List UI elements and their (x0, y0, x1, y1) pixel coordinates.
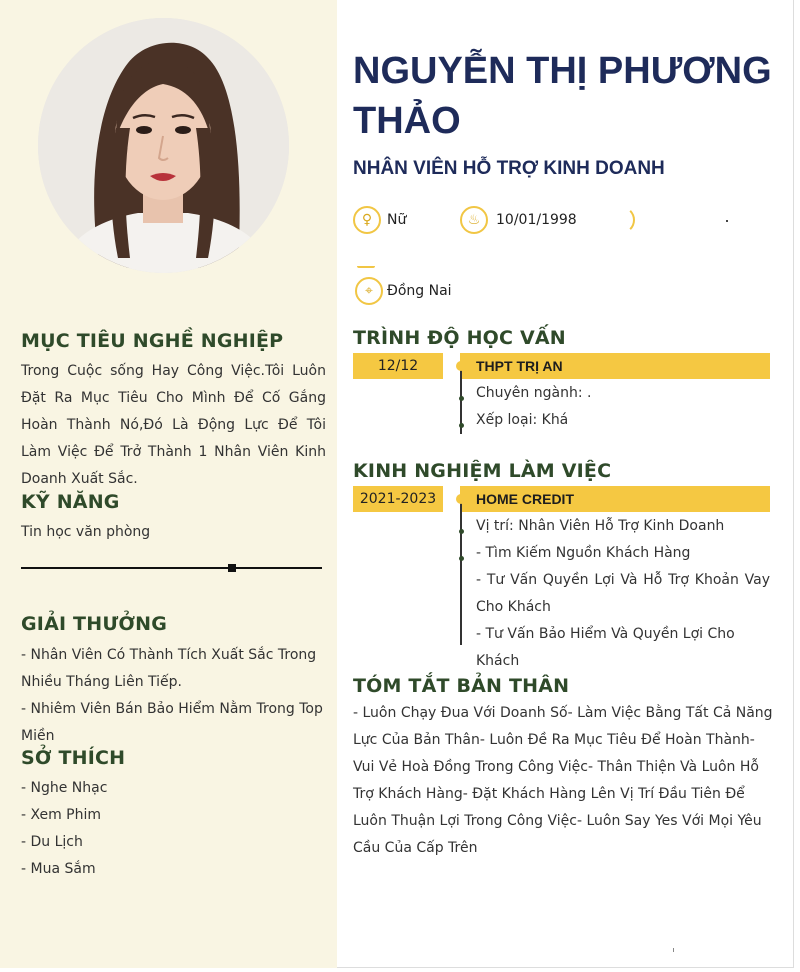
skill-level-track (21, 567, 322, 569)
experience-line: Vị trí: Nhân Viên Hỗ Trợ Kinh Doanh (476, 518, 725, 534)
experience-company: HOME CREDIT (460, 486, 770, 512)
hobbies-title: SỞ THÍCH (21, 747, 126, 769)
candidate-name: NGUYỄN THỊ PHƯƠNG THẢO (353, 50, 772, 142)
hobby-item: - Xem Phim (21, 807, 102, 823)
awards-title: GIẢI THƯỞNG (21, 613, 168, 635)
experience-line: - Tư Vấn Quyền Lợi Và Hỗ Trợ Khoản Vay Cho Khách (476, 572, 770, 615)
experience-title: KINH NGHIỆM LÀM VIỆC (353, 460, 612, 482)
objective-title: MỤC TIÊU NGHỀ NGHIỆP (21, 330, 284, 352)
sidebar (0, 0, 337, 968)
education-major: Chuyên ngành: . (476, 385, 592, 401)
summary-text: - Luôn Chạy Đua Với Doanh Số- Làm Việc Bằng Tất Cả Năng Lực Của Bản Thân- Luôn Đề Ra Mục Tiêu Để Hoàn Thành- Vui Vẻ Hoà Đồng Trong Công Việc- Thân Thiện Và Luôn Hỗ Trợ Khách Hàng- Đặt Khách Hàng Lên Vị Trí Đầu Tiên Để Luôn Thuận Lợi Trong Công Việc- Luôn Say Yes Với Mọi Yêu Cầu Của Cấp Trên (353, 705, 773, 856)
bullet-dot (459, 556, 464, 561)
education-school: THPT TRỊ AN (460, 353, 770, 379)
skill-label: Tin học văn phòng (21, 524, 151, 540)
awards-list (21, 642, 331, 750)
experience-date: 2021-2023 (353, 486, 443, 512)
skill-level-marker (228, 564, 236, 572)
phone-icon (607, 206, 635, 234)
education-timeline-dot (456, 361, 466, 371)
bullet-dot (459, 396, 464, 401)
hobby-item: - Nghe Nhạc (21, 780, 108, 796)
bullet-dot (459, 529, 464, 534)
page-mark (673, 948, 674, 952)
experience-line: - Tìm Kiếm Nguồn Khách Hàng (476, 545, 691, 561)
location-text: Đồng Nai (387, 283, 452, 299)
hobbies-list (21, 775, 107, 883)
gender-text: Nữ (387, 212, 407, 228)
hobby-item: - Du Lịch (21, 834, 83, 850)
experience-timeline-dot (456, 494, 466, 504)
experience-details (476, 513, 770, 675)
candidate-title: NHÂN VIÊN HỖ TRỢ KINH DOANH (353, 158, 665, 179)
birthday-cake-icon: ♨ (460, 206, 488, 234)
education-date: 12/12 (353, 353, 443, 379)
divider-dot (726, 220, 728, 222)
experience-timeline (460, 499, 462, 645)
bullet-dot (459, 423, 464, 428)
award-item: - Nhiêm Viên Bán Bảo Hiểm Nằm Trong Top Miền (21, 701, 323, 744)
birthday-text: 10/01/1998 (496, 212, 577, 228)
experience-line: - Tư Vấn Bảo Hiểm Và Quyền Lợi Cho Khách (476, 626, 735, 669)
skills-title: KỸ NĂNG (21, 491, 120, 513)
email-icon-fragment (357, 266, 375, 268)
profile-photo (38, 18, 289, 273)
hobby-item: - Mua Sắm (21, 861, 96, 877)
summary-title: TÓM TẮT BẢN THÂN (353, 675, 570, 697)
objective-text: Trong Cuộc sống Hay Công Việc.Tôi Luôn Đặt Ra Mục Tiêu Cho Mình Để Cố Gắng Hoàn Thành Nó,Đó Là Động Lực Để Tôi Làm Việc Để Trở Thành 1 Nhân Viên Kinh Doanh Xuất Sắc. (21, 363, 326, 487)
award-item: - Nhân Viên Có Thành Tích Xuất Sắc Trong Nhiều Tháng Liên Tiếp. (21, 647, 317, 690)
portrait-illustration (38, 18, 289, 273)
gender-icon: ♀ (353, 206, 381, 234)
education-grade: Xếp loại: Khá (476, 412, 569, 428)
location-icon: ⌖ (355, 277, 383, 305)
education-title: TRÌNH ĐỘ HỌC VẤN (353, 327, 566, 349)
